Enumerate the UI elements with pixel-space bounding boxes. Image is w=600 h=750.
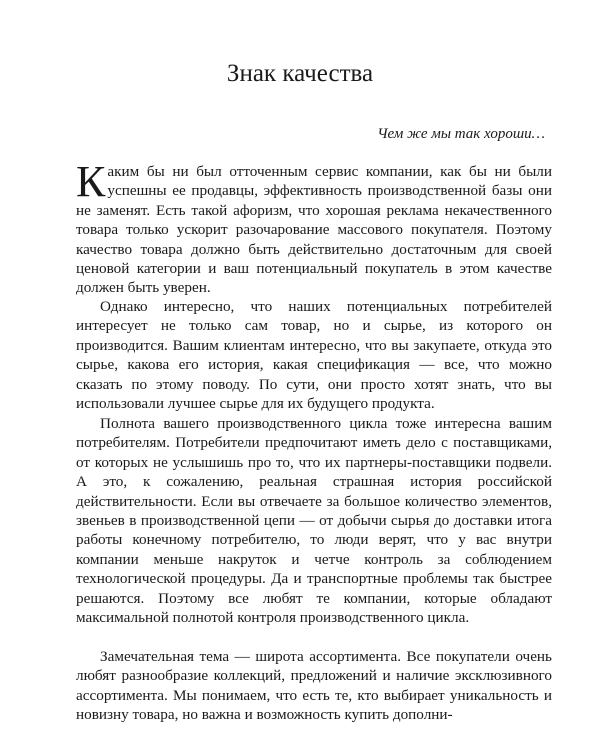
- paragraph-1-text: аким бы ни был отточенным сервис компании, как бы ни были успешны ее продавцы, эффективность производственной базы они не заменят. Есть такой афоризм, что хорошая реклама некачественного товара только ускорит разочарование массового покупателя. Поэтому качество товара должно быть действительно достаточным для своей ценовой категории и ваш потенциальный покупатель в этом качестве должен быть уверен.: [76, 163, 552, 297]
- paragraph-1: [76, 157, 552, 298]
- paragraph-4: Замечательная тема — широта ассортимента. Все покупатели очень любят разнообразие коллекций, предложений и наличие эксклюзивного ассортимента. Мы понимаем, что есть те, кто выбирает уникальность и новизну товара, но важна и возможность купить дополни-: [76, 648, 552, 724]
- paragraph-2: Однако интересно, что наших потенциальных потребителей интересует не только сам товар, но и сырье, из которого он производится. Вашим клиентам интересно, что вы закупаете, откуда это сырье, какова его история, какая спецификация — все, что можно сказать по этому поводу. По сути, они просто хотят знать, что вы использовали лучшее сырье для их будущего продукта.: [76, 298, 552, 413]
- epigraph: Чем же мы так хороши…: [377, 126, 545, 142]
- drop-cap: К: [76, 157, 106, 206]
- chapter-title: Знак качества: [226, 60, 374, 87]
- paragraph-3: Полнота вашего производственного цикла тоже интересна вашим потребителям. Потребители предпочитают иметь дело с поставщиками, от которых не услышишь про то, что их партнеры-поставщики подвели. А это, к сожалению, реальная страшная история российской действительности. Если вы отвечаете за большое количество элементов, звеньев в производственной цепи — от добычи сырья до доставки итога работы конечному потребителю, то люди верят, что у вас внутри компании меньше накруток и четче контроль за соблюдением технологической процедуры. Да и транспортные проблемы так быстрее решаются. Поэтому все любят те компании, которые обладают максимальной полнотой контроля производственного цикла.: [76, 415, 552, 627]
